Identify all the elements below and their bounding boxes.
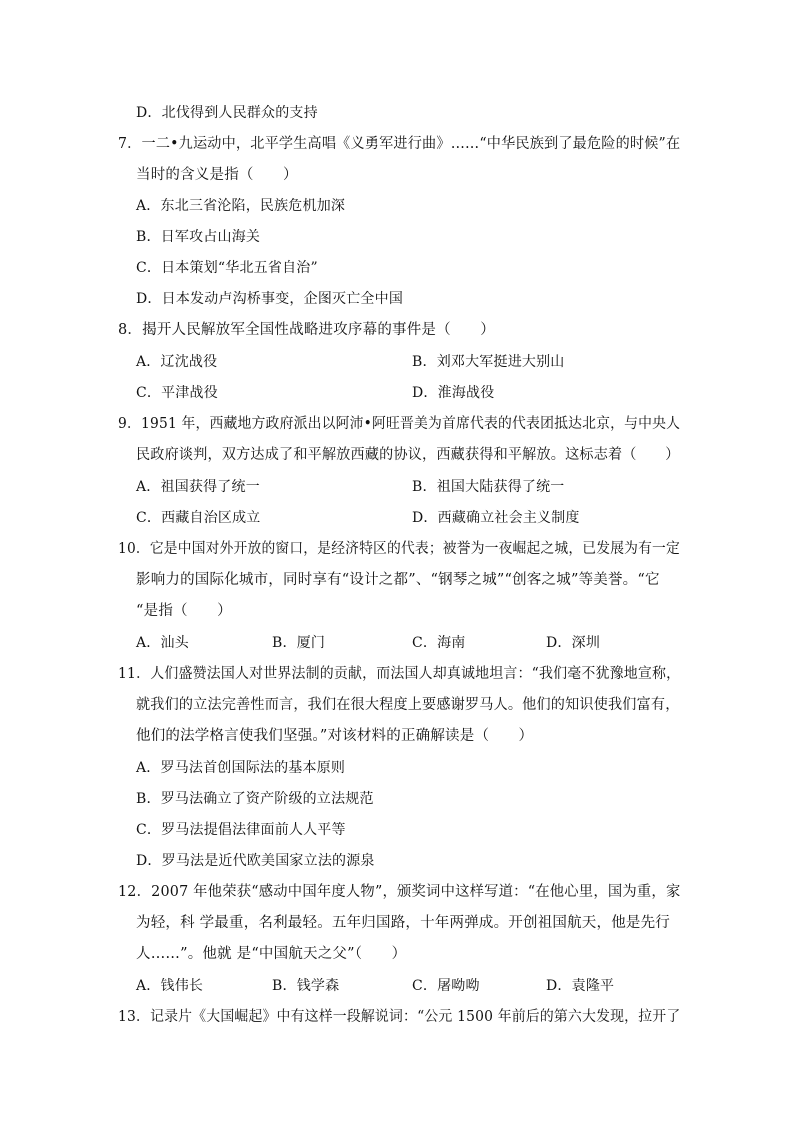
q10-option-a: A．汕头 <box>136 635 189 651</box>
q12-stem-line-2: 为轻，科 学最重，名利最轻。五年归国路，十年两弹成。开创祖国航天，他是先行 <box>136 915 671 931</box>
q12-stem-line-3: 人……”。他就 是“中国航天之父”（ ） <box>136 946 407 962</box>
q9-stem-line-1: 9．1951 年，西藏地方政府派出以阿沛•阿旺晋美为首席代表的代表团抵达北京，与中央人 <box>118 416 681 432</box>
q8-option-c: C．平津战役 <box>136 385 218 401</box>
q11-option-c: C．罗马法提倡法律面前人人平等 <box>136 822 346 838</box>
q12-option-d: D．袁隆平 <box>546 978 615 994</box>
q9-stem-line-2: 民政府谈判，双方达成了和平解放西藏的协议，西藏获得和平解放。这标志着（ ） <box>136 447 680 463</box>
q6-option-d: D．北伐得到人民群众的支持 <box>136 105 318 121</box>
q7-option-b: B．日军攻占山海关 <box>136 229 261 245</box>
q8-option-d: D．淮海战役 <box>412 385 495 401</box>
q10-stem-line-2: 影响力的国际化城市，同时享有“设计之都”、“钢琴之城”“创客之城”等美誉。“它 <box>136 572 660 588</box>
q8-stem-line-1: 8．揭开人民解放军全国性战略进攻序幕的事件是（ ） <box>118 322 495 338</box>
q9-option-b: B．祖国大陆获得了统一 <box>412 479 565 495</box>
q12-option-c: C．屠呦呦 <box>412 978 480 994</box>
q9-option-a: A．祖国获得了统一 <box>136 479 260 495</box>
q12-option-b: B．钱学森 <box>272 978 340 994</box>
q7-option-a: A．东北三省沦陷，民族危机加深 <box>136 198 346 214</box>
q13-stem-line-1: 13．记录片《大国崛起》中有这样一段解说词：“公元 1500 年前后的第六大发现，拉开了 <box>118 1009 681 1025</box>
q10-stem-line-1: 10．它是中国对外开放的窗口，是经济特区的代表；被誉为一夜崛起之城，已发展为有一定 <box>118 541 680 557</box>
q10-option-b: B．厦门 <box>272 635 326 651</box>
q11-option-b: B．罗马法确立了资产阶级的立法规范 <box>136 791 374 807</box>
q10-option-c: C．海南 <box>412 635 466 651</box>
q11-stem-line-1: 11．人们盛赞法国人对世界法制的贡献，而法国人却真诚地坦言：“我们毫不犹豫地宣称， <box>118 666 681 682</box>
q12-stem-line-1: 12．2007 年他荣获“感动中国年度人物”，颁奖词中这样写道：“在他心里，国为重，家 <box>118 884 681 900</box>
q11-stem-line-3: 他们的法学格言使我们坚强。”对该材料的正确解读是（ ） <box>136 728 534 744</box>
q7-stem-line-2: 当时的含义是指（ ） <box>136 167 298 183</box>
q7-option-c: C．日本策划“华北五省自治” <box>136 260 318 276</box>
q8-option-b: B．刘邓大军挺进大别山 <box>412 354 565 370</box>
q10-stem-line-3: “是指（ ） <box>136 603 232 619</box>
q7-stem-line-1: 7．一二•九运动中，北平学生高唱《义勇军进行曲》……“中华民族到了最危险的时候”在 <box>118 136 681 152</box>
q9-option-c: C．西藏自治区成立 <box>136 510 261 526</box>
q10-option-d: D．深圳 <box>546 635 601 651</box>
q8-option-a: A．辽沈战役 <box>136 354 218 370</box>
q11-option-d: D．罗马法是近代欧美国家立法的源泉 <box>136 853 375 869</box>
q9-option-d: D．西藏确立社会主义制度 <box>412 510 580 526</box>
q12-option-a: A．钱伟长 <box>136 978 204 994</box>
q11-stem-line-2: 就我们的立法完善性而言，我们在很大程度上要感谢罗马人。他们的知识使我们富有， <box>136 697 680 713</box>
q7-option-d: D．日本发动卢沟桥事变，企图灭亡全中国 <box>136 291 404 307</box>
q11-option-a: A．罗马法首创国际法的基本原则 <box>136 760 346 776</box>
